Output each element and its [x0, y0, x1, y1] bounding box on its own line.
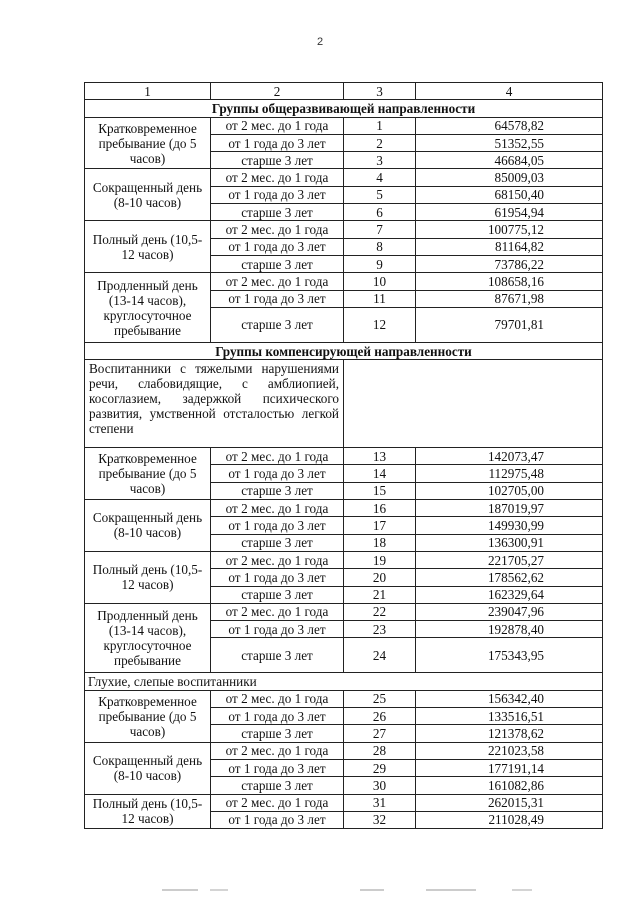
tariff-table: [84, 82, 603, 829]
section-title-row: [85, 100, 603, 117]
age-group: от 2 мес. до 1 года: [211, 273, 344, 290]
subgroup-row: [85, 673, 603, 690]
stay-mode: Полный день (10,5-12 часов): [85, 221, 211, 273]
page-number: 2: [316, 36, 324, 48]
cost-value: 162329,64: [416, 586, 603, 603]
cost-value: 61954,94: [416, 204, 603, 221]
row-number: 12: [344, 307, 416, 342]
table-row: [85, 794, 603, 811]
cost-value: 121378,62: [416, 725, 603, 742]
age-group: старше 3 лет: [211, 725, 344, 742]
row-number: 17: [344, 517, 416, 534]
row-number: 7: [344, 221, 416, 238]
row-number: 14: [344, 465, 416, 482]
column-header: 1: [85, 83, 211, 100]
stay-mode: Сокращенный день (8-10 часов): [85, 169, 211, 221]
row-number: 5: [344, 186, 416, 203]
age-group: от 2 мес. до 1 года: [211, 448, 344, 465]
section-title: Группы общеразвивающей направленности: [85, 100, 603, 117]
age-group: от 1 года до 3 лет: [211, 238, 344, 255]
cost-value: 51352,55: [416, 134, 603, 151]
cost-value: 46684,05: [416, 152, 603, 169]
row-number: 23: [344, 621, 416, 638]
row-number: 30: [344, 777, 416, 794]
row-number: 13: [344, 448, 416, 465]
age-group: старше 3 лет: [211, 255, 344, 272]
cost-value: 178562,62: [416, 569, 603, 586]
row-number: 15: [344, 482, 416, 499]
stay-mode: Кратковременное пребывание (до 5 часов): [85, 690, 211, 742]
age-group: от 1 года до 3 лет: [211, 759, 344, 776]
row-number: 11: [344, 290, 416, 307]
row-number: 31: [344, 794, 416, 811]
cost-value: 192878,40: [416, 621, 603, 638]
cost-value: 142073,47: [416, 448, 603, 465]
row-number: 32: [344, 811, 416, 828]
row-number: 25: [344, 690, 416, 707]
age-group: старше 3 лет: [211, 482, 344, 499]
cost-value: 177191,14: [416, 759, 603, 776]
age-group: старше 3 лет: [211, 777, 344, 794]
column-header: 3: [344, 83, 416, 100]
column-header: 4: [416, 83, 603, 100]
age-group: от 1 года до 3 лет: [211, 708, 344, 725]
subgroup-label: Глухие, слепые воспитанники: [85, 673, 603, 690]
age-group: от 2 мес. до 1 года: [211, 794, 344, 811]
row-number: 16: [344, 500, 416, 517]
age-group: от 1 года до 3 лет: [211, 465, 344, 482]
stay-mode: Полный день (10,5-12 часов): [85, 794, 211, 829]
stay-mode: Продленный день (13-14 часов), круглосуточное пребывание: [85, 273, 211, 343]
age-group: старше 3 лет: [211, 307, 344, 342]
cost-value: 262015,31: [416, 794, 603, 811]
row-number: 20: [344, 569, 416, 586]
table-row: [85, 603, 603, 620]
age-group: старше 3 лет: [211, 204, 344, 221]
cost-value: 85009,03: [416, 169, 603, 186]
cost-value: 211028,49: [416, 811, 603, 828]
row-number: 1: [344, 117, 416, 134]
cost-value: 161082,86: [416, 777, 603, 794]
age-group: от 2 мес. до 1 года: [211, 117, 344, 134]
cost-value: 108658,16: [416, 273, 603, 290]
header-row: [85, 83, 603, 100]
row-number: 29: [344, 759, 416, 776]
age-group: старше 3 лет: [211, 534, 344, 551]
age-group: старше 3 лет: [211, 586, 344, 603]
cost-value: 87671,98: [416, 290, 603, 307]
table-row: [85, 117, 603, 134]
age-group: старше 3 лет: [211, 638, 344, 673]
row-number: 6: [344, 204, 416, 221]
age-group: от 2 мес. до 1 года: [211, 169, 344, 186]
empty-cell: [344, 360, 603, 448]
row-number: 4: [344, 169, 416, 186]
cost-value: 175343,95: [416, 638, 603, 673]
cost-value: 68150,40: [416, 186, 603, 203]
row-number: 26: [344, 708, 416, 725]
cost-value: 156342,40: [416, 690, 603, 707]
row-number: 2: [344, 134, 416, 151]
row-number: 21: [344, 586, 416, 603]
age-group: от 2 мес. до 1 года: [211, 551, 344, 568]
cost-value: 112975,48: [416, 465, 603, 482]
table-row: [85, 742, 603, 759]
age-group: от 1 года до 3 лет: [211, 621, 344, 638]
row-number: 24: [344, 638, 416, 673]
age-group: от 2 мес. до 1 года: [211, 221, 344, 238]
subgroup-label: Воспитанники с тяжелыми нарушениями речи, слабовидящие, с амблиопией, косоглазием, задержкой психического развития, умственной отсталостью легкой степени: [85, 360, 344, 448]
cost-value: 102705,00: [416, 482, 603, 499]
age-group: от 2 мес. до 1 года: [211, 742, 344, 759]
cost-value: 133516,51: [416, 708, 603, 725]
cost-value: 64578,82: [416, 117, 603, 134]
row-number: 28: [344, 742, 416, 759]
cost-value: 239047,96: [416, 603, 603, 620]
age-group: от 1 года до 3 лет: [211, 290, 344, 307]
table-row: [85, 448, 603, 465]
age-group: от 1 года до 3 лет: [211, 517, 344, 534]
row-number: 10: [344, 273, 416, 290]
age-group: от 2 мес. до 1 года: [211, 690, 344, 707]
scan-margin-specks: [0, 880, 640, 900]
cost-value: 73786,22: [416, 255, 603, 272]
column-header: 2: [211, 83, 344, 100]
table-row: [85, 273, 603, 290]
stay-mode: Продленный день (13-14 часов), круглосуточное пребывание: [85, 603, 211, 673]
cost-value: 187019,97: [416, 500, 603, 517]
stay-mode: Сокращенный день (8-10 часов): [85, 742, 211, 794]
stay-mode: Полный день (10,5-12 часов): [85, 551, 211, 603]
section-title-row: [85, 342, 603, 359]
table-row: [85, 690, 603, 707]
cost-value: 221705,27: [416, 551, 603, 568]
row-number: 3: [344, 152, 416, 169]
table-row: [85, 169, 603, 186]
stay-mode: Кратковременное пребывание (до 5 часов): [85, 117, 211, 169]
cost-value: 136300,91: [416, 534, 603, 551]
age-group: от 1 года до 3 лет: [211, 811, 344, 828]
age-group: от 1 года до 3 лет: [211, 569, 344, 586]
age-group: от 1 года до 3 лет: [211, 186, 344, 203]
age-group: старше 3 лет: [211, 152, 344, 169]
table-row: [85, 551, 603, 568]
cost-value: 149930,99: [416, 517, 603, 534]
row-number: 22: [344, 603, 416, 620]
stay-mode: Сокращенный день (8-10 часов): [85, 500, 211, 552]
cost-value: 100775,12: [416, 221, 603, 238]
table-row: [85, 221, 603, 238]
age-group: от 2 мес. до 1 года: [211, 603, 344, 620]
row-number: 19: [344, 551, 416, 568]
row-number: 9: [344, 255, 416, 272]
row-number: 18: [344, 534, 416, 551]
cost-value: 81164,82: [416, 238, 603, 255]
stay-mode: Кратковременное пребывание (до 5 часов): [85, 448, 211, 500]
cost-value: 221023,58: [416, 742, 603, 759]
table-row: [85, 500, 603, 517]
cost-value: 79701,81: [416, 307, 603, 342]
age-group: от 2 мес. до 1 года: [211, 500, 344, 517]
subgroup-row: [85, 360, 603, 448]
age-group: от 1 года до 3 лет: [211, 134, 344, 151]
row-number: 8: [344, 238, 416, 255]
section-title: Группы компенсирующей направленности: [85, 342, 603, 359]
row-number: 27: [344, 725, 416, 742]
